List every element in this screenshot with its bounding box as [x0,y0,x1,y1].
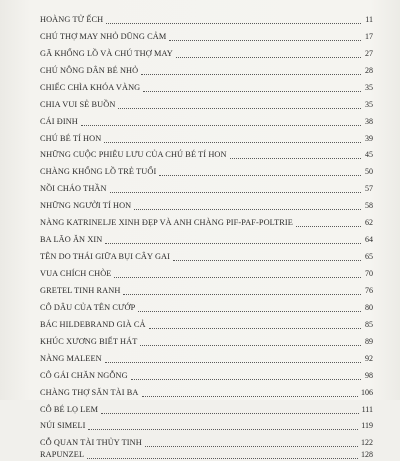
toc-entry-page: 76 [365,285,373,295]
toc-entry [40,449,373,461]
toc-leader-dots [87,458,358,459]
toc-leader-dots [81,125,361,126]
toc-leader-dots [123,294,361,295]
toc-entry-title: CÔ BÉ LỌ LEM [40,404,99,414]
toc-entry-page: 80 [365,302,373,312]
toc-entry-title: GRETEL TINH RANH [40,285,121,295]
toc-entry [40,128,373,145]
toc-entry-title: GÃ KHỔNG LỒ VÀ CHÚ THỢ MAY [40,48,173,58]
toc-entry-title: RAPUNZEL [40,450,85,460]
toc-leader-dots [141,74,361,75]
toc-leader-dots [105,362,361,363]
toc-entry [40,178,373,195]
toc-entry-page: 27 [365,48,373,58]
toc-entry-title: CHÚ NÔNG DÂN BÉ NHỎ [40,65,139,75]
toc-entry [40,212,373,229]
toc-leader-dots [106,23,361,24]
toc-entry-page: 45 [365,150,373,160]
toc-entry-page: 39 [365,133,373,143]
toc-entry-page: 35 [365,99,373,109]
toc-leader-dots [145,446,358,447]
toc-entry-page: 50 [365,167,373,177]
toc-entry-page: 38 [365,116,373,126]
toc-entry-page: 17 [365,31,373,41]
toc-entry-page: 62 [365,218,373,228]
toc-leader-dots [173,260,361,261]
toc-leader-dots [105,243,361,244]
toc-entry-page: 58 [365,201,373,211]
toc-entry [40,161,373,178]
toc-entry-page: 92 [365,353,373,363]
toc-entry-title: CÔ DÂU CỦA TÊN CƯỚP [40,302,136,312]
toc-leader-dots [143,91,361,92]
toc-entry-title: CHIẾC CHÌA KHÓA VÀNG [40,82,141,92]
toc-entry [40,111,373,128]
toc-entry-title: NỒI CHÁO THẦN [40,184,107,194]
toc-leader-dots [176,57,361,58]
toc-entry-page: 119 [361,421,373,431]
toc-entry-title: NHỮNG NGƯỜI TÍ HON [40,201,132,211]
toc-leader-dots [296,226,361,227]
toc-entry-page: 89 [365,336,373,346]
toc-entry-title: HOÀNG TỬ ẾCH [40,14,104,24]
toc-entry-title: CÁI ĐINH [40,116,78,126]
toc-leader-dots [114,277,361,278]
toc-entry [40,229,373,246]
toc-entry-title: CHIA VUI SẺ BUỒN [40,99,116,109]
toc-leader-dots [140,345,361,346]
toc-entry [40,94,373,111]
toc-leader-dots [142,396,359,397]
toc-entry-title: NÚI SIMELI [40,421,86,431]
toc-leader-dots [88,429,358,430]
toc-entry [40,43,373,60]
toc-entry [40,314,373,331]
toc-leader-dots [149,328,361,329]
toc-entry-page: 35 [365,82,373,92]
table-of-contents [40,9,373,461]
toc-leader-dots [169,40,361,41]
toc-entry-page: 65 [365,252,373,262]
toc-leader-dots [101,413,358,414]
toc-entry-page: 70 [365,269,373,278]
toc-leader-dots [104,142,361,143]
toc-entry-page: 111 [361,404,373,414]
toc-leader-dots [134,209,361,210]
toc-entry-page: 64 [365,235,373,245]
toc-leader-dots [230,158,361,159]
toc-entry [40,145,373,162]
toc-entry [40,365,373,382]
toc-entry-title: TÊN DO THÁI GIỮA BỤI CÂY GAI [40,252,170,262]
toc-leader-dots [159,175,361,176]
toc-entry-page: 28 [365,65,373,75]
toc-entry-title: CHÀNG KHỔNG LỒ TRẺ TUỔI [40,167,157,177]
toc-entry [40,246,373,263]
toc-entry [40,382,373,399]
toc-entry-title: NHỮNG CUỘC PHIÊU LƯU CỦA CHÚ BÉ TÍ HON [40,150,227,160]
toc-entry [40,331,373,348]
toc-entry [40,9,373,26]
toc-entry [40,60,373,77]
toc-entry [40,348,373,365]
toc-entry [40,416,373,433]
toc-entry-page: 128 [361,450,373,460]
toc-entry-title: BÁC HILDEBRAND GIÀ CẢ [40,319,146,329]
toc-entry-title: CHÀNG THỢ SĂN TÀI BA [40,387,139,397]
toc-entry-title: KHÚC XƯƠNG BIẾT HÁT [40,336,138,346]
toc-entry-page: 98 [365,370,373,380]
toc-entry [40,77,373,94]
toc-entry-title: NÀNG KATRINELJE XINH ĐẸP VÀ ANH CHÀNG PIF-PAF-POLTRIE [40,218,293,228]
toc-entry-title: NÀNG MALEEN [40,353,102,363]
toc-leader-dots [138,311,361,312]
toc-entry [40,297,373,314]
toc-entry [40,432,373,449]
toc-leader-dots [118,108,361,109]
toc-entry-page: 85 [365,319,373,329]
toc-entry-page: 122 [361,438,373,448]
toc-entry-title: VUA CHÍCH CHÒE [40,269,112,278]
toc-leader-dots [131,379,361,380]
toc-entry [40,195,373,212]
toc-entry-page: 11 [365,14,373,24]
toc-entry [40,26,373,43]
toc-entry-page: 57 [365,184,373,194]
toc-entry [40,280,373,297]
toc-entry [40,263,373,280]
toc-entry-title: CHÚ THỢ MAY NHỎ DŨNG CẢM [40,31,167,41]
toc-entry [40,399,373,416]
toc-leader-dots [110,192,361,193]
toc-entry-page: 106 [361,387,373,397]
toc-entry-title: CỖ QUAN TÀI THỦY TINH [40,438,142,448]
toc-entry-title: BA LÃO ĂN XIN [40,235,103,245]
toc-entry-title: CÔ GÁI CHĂN NGỖNG [40,370,128,380]
toc-entry-title: CHÚ BÉ TÍ HON [40,133,102,143]
